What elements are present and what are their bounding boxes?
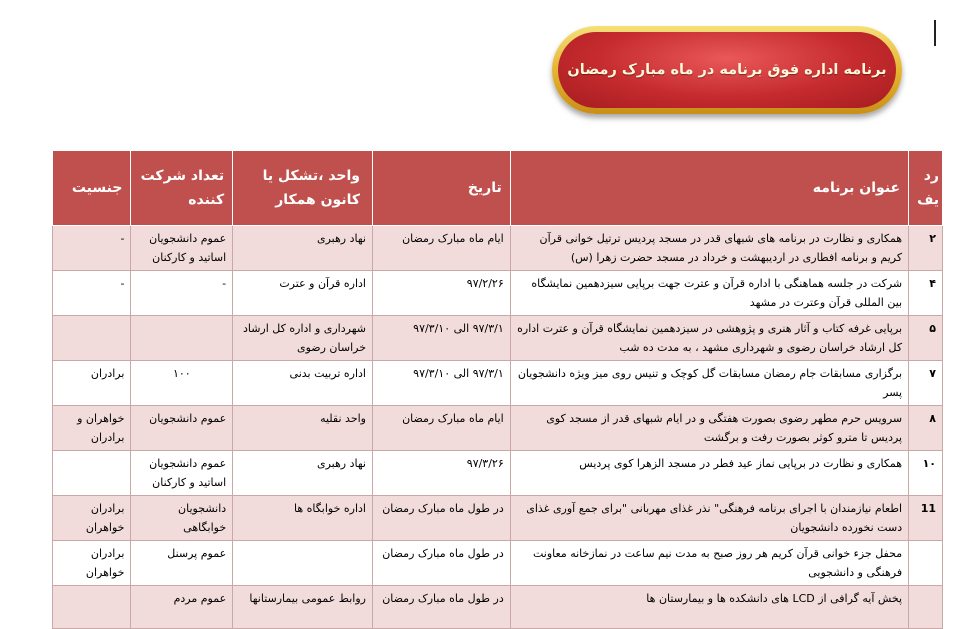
- cell-program-title: برپایی غرفه کتاب و آثار هنری و پژوهشی در سیزدهمین نمایشگاه قرآن و عترت اداره کل ارشاد خراسان رضوی و شهرداری مشهد ، به مدت ده شب: [510, 316, 908, 361]
- cell-row-number: ۸: [909, 406, 943, 451]
- cell-participant-count: دانشجویان خوابگاهی: [131, 496, 233, 541]
- cell-date: ایام ماه مبارک رمضان: [373, 406, 511, 451]
- header-partner-unit: واحد ،تشکل یا کانون همکار: [233, 151, 373, 226]
- table-row: [53, 316, 943, 361]
- banner-title: برنامه اداره فوق برنامه در ماه مبارک رمضان: [567, 62, 887, 78]
- cell-program-title: همکاری و نظارت در برپایی نماز عید فطر در مسجد الزهرا کوی پردیس: [510, 451, 908, 496]
- header-row-number: رد یف: [909, 151, 943, 226]
- table-row: [53, 271, 943, 316]
- cell-date: ۹۷/۳/۱ الی ۹۷/۳/۱۰: [373, 316, 511, 361]
- cell-date: در طول ماه مبارک رمضان: [373, 541, 511, 586]
- cell-participant-count: عموم پرسنل: [131, 541, 233, 586]
- header-program-title: عنوان برنامه: [510, 151, 908, 226]
- table-header-row: [53, 151, 943, 226]
- table-row: [53, 586, 943, 629]
- cell-partner-unit: اداره تربیت بدنی: [233, 361, 373, 406]
- cell-gender: برادران: [53, 361, 131, 406]
- cell-date: در طول ماه مبارک رمضان: [373, 586, 511, 629]
- cell-row-number: ۷: [909, 361, 943, 406]
- cell-participant-count: عموم دانشجویان اساتید و کارکنان: [131, 451, 233, 496]
- title-banner: [552, 26, 902, 114]
- table-row: [53, 496, 943, 541]
- cell-gender: -: [53, 226, 131, 271]
- cell-row-number: 11: [909, 496, 943, 541]
- cell-partner-unit: نهاد رهبری: [233, 226, 373, 271]
- header-date: تاریخ: [373, 151, 511, 226]
- table-row: [53, 451, 943, 496]
- cell-participant-count: عموم دانشجویان: [131, 406, 233, 451]
- cell-program-title: اطعام نیازمندان با اجرای برنامه فرهنگی" نذر غذای مهربانی "برای جمع آوری غذای دست نخورده دانشجویان: [510, 496, 908, 541]
- table-row: [53, 541, 943, 586]
- cell-row-number: [909, 541, 943, 586]
- cell-participant-count: عموم مردم: [131, 586, 233, 629]
- cell-partner-unit: شهرداری و اداره کل ارشاد خراسان رضوی: [233, 316, 373, 361]
- title-banner-inner: [558, 32, 896, 108]
- cell-row-number: ۱۰: [909, 451, 943, 496]
- cell-date: ایام ماه مبارک رمضان: [373, 226, 511, 271]
- cell-program-title: محفل جزء خوانی قرآن کریم هر روز صبح به مدت نیم ساعت در نمازخانه معاونت فرهنگی و دانشجویی: [510, 541, 908, 586]
- cell-program-title: همکاری و نظارت در برنامه های شبهای قدر در مسجد پردیس ترتیل خوانی قرآن کریم و برنامه افطاری در اردیبهشت و خرداد در مسجد حضرت زهرا (س): [510, 226, 908, 271]
- cell-partner-unit: اداره خوابگاه ها: [233, 496, 373, 541]
- header-gender: جنسیت: [53, 151, 131, 226]
- cell-participant-count: ۱۰۰: [131, 361, 233, 406]
- cell-participant-count: [131, 316, 233, 361]
- cell-row-number: ۴: [909, 271, 943, 316]
- cell-program-title: سرویس حرم مطهر رضوی بصورت هفتگی و در ایام شبهای قدر از مسجد کوی پردیس تا مترو کوثر بصورت رفت و برگشت: [510, 406, 908, 451]
- cell-gender: [53, 316, 131, 361]
- cell-gender: [53, 586, 131, 629]
- cell-date: در طول ماه مبارک رمضان: [373, 496, 511, 541]
- cell-gender: برادران خواهران: [53, 541, 131, 586]
- program-table: [52, 150, 943, 629]
- cell-partner-unit: روابط عمومی بیمارستانها: [233, 586, 373, 629]
- cell-date: ۹۷/۳/۲۶: [373, 451, 511, 496]
- table-row: [53, 406, 943, 451]
- cell-participant-count: -: [131, 271, 233, 316]
- cell-date: ۹۷/۳/۱ الی ۹۷/۳/۱۰: [373, 361, 511, 406]
- cell-program-title: شرکت در جلسه هماهنگی با اداره قرآن و عترت جهت برپایی سیزدهمین نمایشگاه بین المللی قرآن وعترت در مشهد: [510, 271, 908, 316]
- cell-partner-unit: واحد نقلیه: [233, 406, 373, 451]
- table-row: [53, 361, 943, 406]
- cell-gender: -: [53, 271, 131, 316]
- cell-partner-unit: اداره قرآن و عترت: [233, 271, 373, 316]
- table-row: [53, 226, 943, 271]
- cell-partner-unit: [233, 541, 373, 586]
- cell-date: ۹۷/۲/۲۶: [373, 271, 511, 316]
- cell-row-number: ۵: [909, 316, 943, 361]
- cell-row-number: [909, 586, 943, 629]
- cell-program-title: برگزاری مسابقات جام رمضان مسابقات گل کوچک و تنیس روی میز ویژه دانشجویان پسر: [510, 361, 908, 406]
- cell-gender: برادران خواهران: [53, 496, 131, 541]
- cell-participant-count: عموم دانشجویان اساتید و کارکنان: [131, 226, 233, 271]
- page-marker: [934, 20, 936, 46]
- header-participant-count: تعداد شرکت کننده: [131, 151, 233, 226]
- cell-partner-unit: نهاد رهبری: [233, 451, 373, 496]
- cell-gender: خواهران و برادران: [53, 406, 131, 451]
- cell-gender: [53, 451, 131, 496]
- cell-program-title: پخش آیه گرافی از LCD های دانشکده ها و بیمارستان ها: [510, 586, 908, 629]
- cell-row-number: ۲: [909, 226, 943, 271]
